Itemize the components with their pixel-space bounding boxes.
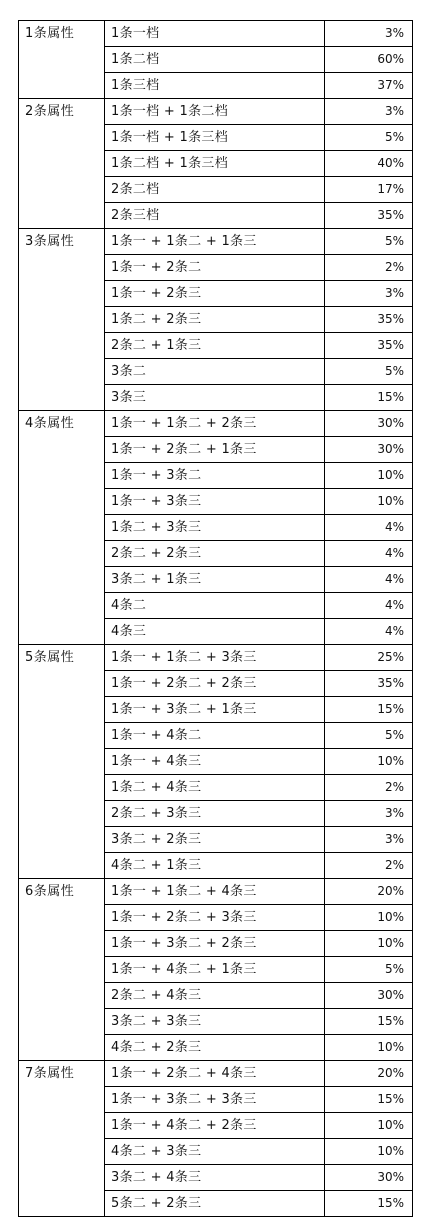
attribute-probability-table <box>18 20 413 1217</box>
tier-combination-cell: 1条一档 + 1条三档 <box>105 125 325 151</box>
probability-cell: 2% <box>325 853 413 879</box>
attribute-count-label: 7条属性 <box>19 1061 105 1217</box>
probability-cell: 4% <box>325 541 413 567</box>
tier-combination-cell: 4条二 + 3条三 <box>105 1139 325 1165</box>
tier-combination-cell: 1条一 + 4条二 <box>105 723 325 749</box>
tier-combination-cell: 1条二 + 3条三 <box>105 515 325 541</box>
tier-combination-cell: 3条三 <box>105 385 325 411</box>
probability-cell: 40% <box>325 151 413 177</box>
probability-cell: 20% <box>325 1061 413 1087</box>
table-row <box>19 879 413 905</box>
tier-combination-cell: 3条二 + 1条三 <box>105 567 325 593</box>
probability-cell: 35% <box>325 671 413 697</box>
tier-combination-cell: 4条二 + 1条三 <box>105 853 325 879</box>
probability-cell: 15% <box>325 1191 413 1217</box>
tier-combination-cell: 1条二档 + 1条三档 <box>105 151 325 177</box>
tier-combination-cell: 1条一 + 2条二 + 2条三 <box>105 671 325 697</box>
tier-combination-cell: 1条一档 <box>105 21 325 47</box>
probability-cell: 20% <box>325 879 413 905</box>
probability-cell: 30% <box>325 1165 413 1191</box>
table-row <box>19 21 413 47</box>
tier-combination-cell: 1条一 + 1条二 + 2条三 <box>105 411 325 437</box>
table-row <box>19 1061 413 1087</box>
tier-combination-cell: 1条一 + 3条二 + 3条三 <box>105 1087 325 1113</box>
attribute-count-label: 4条属性 <box>19 411 105 645</box>
probability-cell: 5% <box>325 359 413 385</box>
probability-cell: 3% <box>325 827 413 853</box>
probability-cell: 4% <box>325 593 413 619</box>
probability-cell: 15% <box>325 385 413 411</box>
attribute-count-label: 6条属性 <box>19 879 105 1061</box>
probability-cell: 15% <box>325 1087 413 1113</box>
probability-cell: 3% <box>325 801 413 827</box>
tier-combination-cell: 2条二档 <box>105 177 325 203</box>
table-body <box>19 21 413 1217</box>
probability-cell: 37% <box>325 73 413 99</box>
probability-cell: 10% <box>325 905 413 931</box>
probability-cell: 4% <box>325 515 413 541</box>
probability-cell: 15% <box>325 1009 413 1035</box>
probability-cell: 35% <box>325 203 413 229</box>
tier-combination-cell: 1条一 + 3条二 + 1条三 <box>105 697 325 723</box>
tier-combination-cell: 4条三 <box>105 619 325 645</box>
tier-combination-cell: 3条二 + 4条三 <box>105 1165 325 1191</box>
probability-cell: 10% <box>325 749 413 775</box>
probability-cell: 35% <box>325 307 413 333</box>
tier-combination-cell: 2条二 + 2条三 <box>105 541 325 567</box>
probability-cell: 3% <box>325 281 413 307</box>
probability-cell: 5% <box>325 723 413 749</box>
probability-cell: 5% <box>325 957 413 983</box>
tier-combination-cell: 1条一 + 4条三 <box>105 749 325 775</box>
tier-combination-cell: 5条二 + 2条三 <box>105 1191 325 1217</box>
attribute-count-label: 1条属性 <box>19 21 105 99</box>
tier-combination-cell: 1条一 + 2条二 + 1条三 <box>105 437 325 463</box>
tier-combination-cell: 1条二档 <box>105 47 325 73</box>
tier-combination-cell: 3条二 + 3条三 <box>105 1009 325 1035</box>
tier-combination-cell: 1条一 + 2条二 <box>105 255 325 281</box>
probability-cell: 10% <box>325 1035 413 1061</box>
tier-combination-cell: 1条一 + 2条二 + 4条三 <box>105 1061 325 1087</box>
probability-cell: 5% <box>325 229 413 255</box>
probability-cell: 25% <box>325 645 413 671</box>
probability-cell: 30% <box>325 411 413 437</box>
tier-combination-cell: 1条一 + 3条二 <box>105 463 325 489</box>
tier-combination-cell: 1条一档 + 1条二档 <box>105 99 325 125</box>
tier-combination-cell: 1条二 + 4条三 <box>105 775 325 801</box>
probability-cell: 4% <box>325 567 413 593</box>
tier-combination-cell: 4条二 + 2条三 <box>105 1035 325 1061</box>
tier-combination-cell: 1条一 + 3条二 + 2条三 <box>105 931 325 957</box>
probability-cell: 60% <box>325 47 413 73</box>
probability-cell: 3% <box>325 99 413 125</box>
tier-combination-cell: 1条三档 <box>105 73 325 99</box>
tier-combination-cell: 1条二 + 2条三 <box>105 307 325 333</box>
probability-cell: 17% <box>325 177 413 203</box>
attribute-count-label: 5条属性 <box>19 645 105 879</box>
table-row <box>19 411 413 437</box>
tier-combination-cell: 2条二 + 3条三 <box>105 801 325 827</box>
probability-cell: 30% <box>325 983 413 1009</box>
probability-cell: 10% <box>325 931 413 957</box>
tier-combination-cell: 4条二 <box>105 593 325 619</box>
probability-cell: 35% <box>325 333 413 359</box>
probability-cell: 2% <box>325 255 413 281</box>
tier-combination-cell: 1条一 + 1条二 + 1条三 <box>105 229 325 255</box>
probability-cell: 10% <box>325 489 413 515</box>
table-row <box>19 229 413 255</box>
probability-cell: 30% <box>325 437 413 463</box>
attribute-count-label: 2条属性 <box>19 99 105 229</box>
probability-cell: 10% <box>325 1139 413 1165</box>
tier-combination-cell: 1条一 + 1条二 + 4条三 <box>105 879 325 905</box>
table-row <box>19 99 413 125</box>
probability-cell: 3% <box>325 21 413 47</box>
tier-combination-cell: 2条二 + 1条三 <box>105 333 325 359</box>
tier-combination-cell: 1条一 + 2条三 <box>105 281 325 307</box>
probability-cell: 2% <box>325 775 413 801</box>
probability-cell: 10% <box>325 1113 413 1139</box>
tier-combination-cell: 1条一 + 2条二 + 3条三 <box>105 905 325 931</box>
attribute-count-label: 3条属性 <box>19 229 105 411</box>
probability-cell: 5% <box>325 125 413 151</box>
probability-cell: 4% <box>325 619 413 645</box>
tier-combination-cell: 2条三档 <box>105 203 325 229</box>
probability-cell: 10% <box>325 463 413 489</box>
tier-combination-cell: 1条一 + 4条二 + 2条三 <box>105 1113 325 1139</box>
tier-combination-cell: 2条二 + 4条三 <box>105 983 325 1009</box>
tier-combination-cell: 3条二 + 2条三 <box>105 827 325 853</box>
tier-combination-cell: 1条一 + 3条三 <box>105 489 325 515</box>
table-row <box>19 645 413 671</box>
tier-combination-cell: 1条一 + 4条二 + 1条三 <box>105 957 325 983</box>
probability-cell: 15% <box>325 697 413 723</box>
tier-combination-cell: 3条二 <box>105 359 325 385</box>
tier-combination-cell: 1条一 + 1条二 + 3条三 <box>105 645 325 671</box>
